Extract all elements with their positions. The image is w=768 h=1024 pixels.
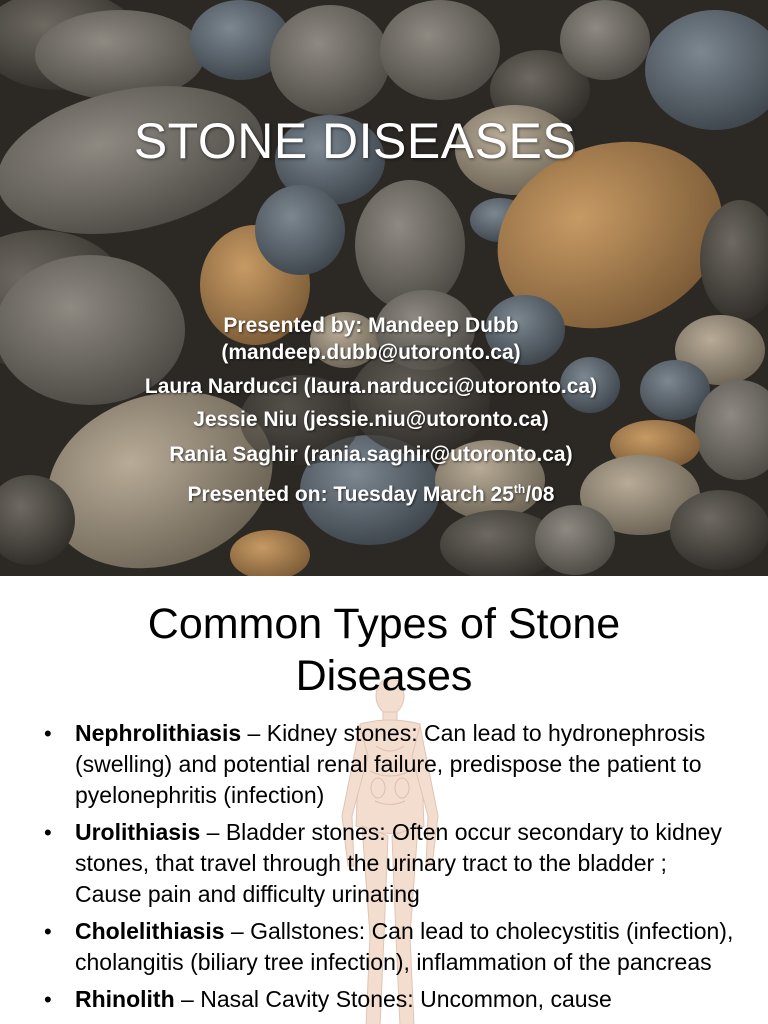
presentation-date xyxy=(0,476,742,508)
date-suffix: /08 xyxy=(525,483,555,506)
disease-term: Nephrolithiasis xyxy=(75,720,242,746)
date-prefix: Presented on: Tuesday March 25 xyxy=(187,483,514,506)
disease-term: Urolithiasis xyxy=(75,819,201,845)
slide-title: STONE DISEASES xyxy=(133,113,577,169)
disease-description: – Nasal Cavity Stones: Uncommon, cause xyxy=(174,986,612,1012)
disease-description: – Gallstones: Can lead to cholecystitis (infection), cholangitis (biliary tree infection), inflammation of the pancreas xyxy=(75,918,734,975)
disease-list xyxy=(44,718,734,1021)
list-item xyxy=(44,718,734,811)
heading-line-2: Diseases xyxy=(295,652,473,700)
presenter-email: (mandeep.dubb@utoronto.ca) xyxy=(221,341,521,364)
slide-heading xyxy=(0,598,768,702)
bullet-icon: • xyxy=(44,987,52,1012)
disease-term: Rhinolith xyxy=(75,986,175,1012)
disease-description: – Kidney stones: Can lead to hydronephrosis (swelling) and potential renal failure, predispose the patient to pyelonephritis (infection) xyxy=(75,720,706,808)
bullet-icon: • xyxy=(44,721,52,746)
author-rania: Rania Saghir (rania.saghir@utoronto.ca) xyxy=(169,443,573,466)
heading-line-1: Common Types of Stone xyxy=(147,600,621,648)
author-jessie: Jessie Niu (jessie.niu@utoronto.ca) xyxy=(193,408,549,431)
list-item xyxy=(44,817,734,910)
list-item xyxy=(44,916,734,978)
content-slide xyxy=(0,576,768,1024)
bullet-icon: • xyxy=(44,919,52,944)
bullet-icon: • xyxy=(44,820,52,845)
disease-description: – Bladder stones: Often occur secondary to kidney stones, that travel through the urinary tract to the bladder ; Cause pain and difficulty urinating xyxy=(75,819,722,907)
presenter-line: Presented by: Mandeep Dubb xyxy=(223,314,519,337)
date-superscript: th xyxy=(513,482,526,496)
list-item xyxy=(44,984,734,1015)
disease-term: Cholelithiasis xyxy=(75,918,225,944)
author-laura: Laura Narducci (laura.narducci@utoronto.ca) xyxy=(144,375,598,398)
